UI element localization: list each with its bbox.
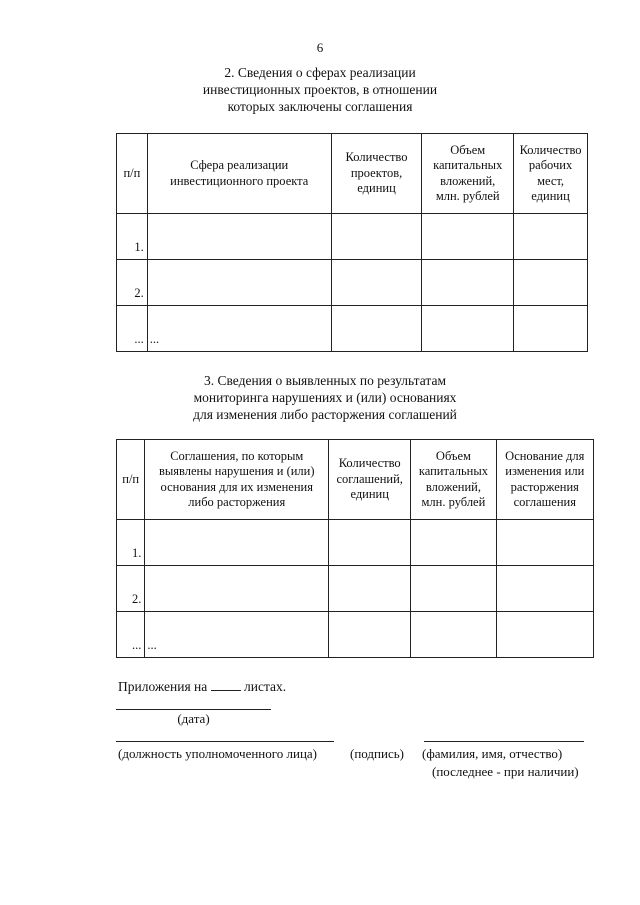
header-capital-investment — [422, 134, 514, 214]
table-cell — [496, 612, 593, 658]
header-text: капитальных — [418, 464, 489, 478]
row-number: 2. — [117, 566, 145, 612]
header-text: единиц — [531, 189, 570, 203]
header-agreement-count — [329, 440, 411, 520]
table-cell — [147, 214, 331, 260]
header-text: капитальных — [433, 158, 503, 172]
section3-title-line: мониторинга нарушениях и (или) основаниях — [193, 390, 457, 405]
row-number: ... — [117, 612, 145, 658]
table-cell — [422, 214, 514, 260]
section2-table — [116, 133, 588, 352]
table-cell — [411, 520, 496, 566]
table-cell — [422, 306, 514, 352]
table-cell — [514, 260, 588, 306]
header-text: Сфера реализации — [190, 158, 289, 172]
header-text: проектов, — [350, 165, 403, 180]
date-line — [116, 709, 271, 710]
header-text: Соглашения, по которым — [170, 448, 304, 463]
header-text: изменения или — [505, 464, 585, 478]
table-cell — [496, 566, 593, 612]
table-cell — [331, 214, 422, 260]
section2-title-line: которых заключены соглашения — [227, 99, 413, 114]
table-row — [117, 612, 594, 658]
patronymic-note: (последнее - при наличии) — [432, 764, 579, 779]
section3-title — [160, 372, 490, 423]
section3-table — [116, 439, 594, 658]
name-label: (фамилия, имя, отчество) — [422, 746, 563, 761]
table-cell — [331, 306, 422, 352]
table-cell — [411, 566, 496, 612]
table-row — [117, 306, 588, 352]
header-text: рабочих — [528, 158, 573, 172]
table-cell — [329, 520, 411, 566]
header-text: вложений, — [440, 173, 496, 188]
header-text: инвестиционного проекта — [170, 173, 309, 188]
header-text: единиц — [350, 487, 389, 502]
appendix-line — [118, 678, 286, 695]
table-cell — [329, 612, 411, 658]
position-label: (должность уполномоченного лица) — [118, 746, 318, 761]
table-cell — [496, 520, 593, 566]
header-text: либо расторжения — [188, 495, 286, 509]
header-capital-investment — [411, 440, 496, 520]
table-cell — [411, 612, 496, 658]
header-project-count — [331, 134, 422, 214]
appendix-suffix: листах. — [244, 679, 287, 694]
header-agreements — [145, 440, 329, 520]
table-cell — [329, 566, 411, 612]
name-line — [424, 741, 584, 742]
header-pp: п/п — [117, 134, 148, 214]
section3-title-line: 3. Сведения о выявленных по результатам — [203, 373, 446, 388]
signature-label: (подпись) — [350, 746, 404, 761]
table-header-row — [117, 440, 594, 520]
header-text: основания для их изменения — [160, 479, 313, 494]
header-workplaces — [514, 134, 588, 214]
header-text: Объем — [450, 142, 486, 157]
table-row — [117, 214, 588, 260]
header-text: единиц — [357, 181, 396, 196]
appendix-blank — [211, 678, 241, 691]
row-number: 2. — [117, 260, 148, 306]
header-text: млн. рублей — [435, 189, 500, 203]
table-header-row — [117, 134, 588, 214]
section2-title-line: 2. Сведения о сферах реализации — [224, 65, 416, 80]
header-grounds — [496, 440, 593, 520]
header-text: Количество — [345, 150, 408, 165]
section2-title — [180, 64, 460, 115]
table-cell: ... — [147, 306, 331, 352]
table-cell — [514, 306, 588, 352]
header-text: расторжения — [510, 479, 579, 494]
header-text: выявлены нарушения и (или) — [158, 464, 315, 478]
table-cell — [331, 260, 422, 306]
table-row — [117, 260, 588, 306]
table-cell — [514, 214, 588, 260]
header-text: Количество — [338, 456, 401, 471]
row-number: ... — [117, 306, 148, 352]
section2-title-line: инвестиционных проектов, в отношении — [202, 82, 438, 97]
header-text: вложений, — [425, 479, 481, 494]
section3-title-line: для изменения либо расторжения соглашений — [193, 407, 457, 422]
header-text: Количество — [519, 142, 582, 157]
page-number: 6 — [316, 40, 324, 55]
table-cell: ... — [145, 612, 329, 658]
header-sphere — [147, 134, 331, 214]
table-cell — [145, 520, 329, 566]
table-cell — [147, 260, 331, 306]
header-text: Объем — [435, 448, 471, 463]
row-number: 1. — [117, 520, 145, 566]
row-number: 1. — [117, 214, 148, 260]
header-text: млн. рублей — [421, 495, 486, 509]
header-text: соглашений, — [336, 471, 403, 486]
appendix-prefix: Приложения на — [118, 679, 208, 694]
position-line — [116, 741, 334, 742]
header-text: Основание для — [505, 448, 585, 463]
date-label: (дата) — [177, 711, 210, 726]
header-text: соглашения — [513, 495, 576, 509]
header-text: мест, — [537, 173, 565, 188]
table-cell — [422, 260, 514, 306]
table-row — [117, 566, 594, 612]
table-cell — [145, 566, 329, 612]
header-pp: п/п — [117, 440, 145, 520]
table-row — [117, 520, 594, 566]
